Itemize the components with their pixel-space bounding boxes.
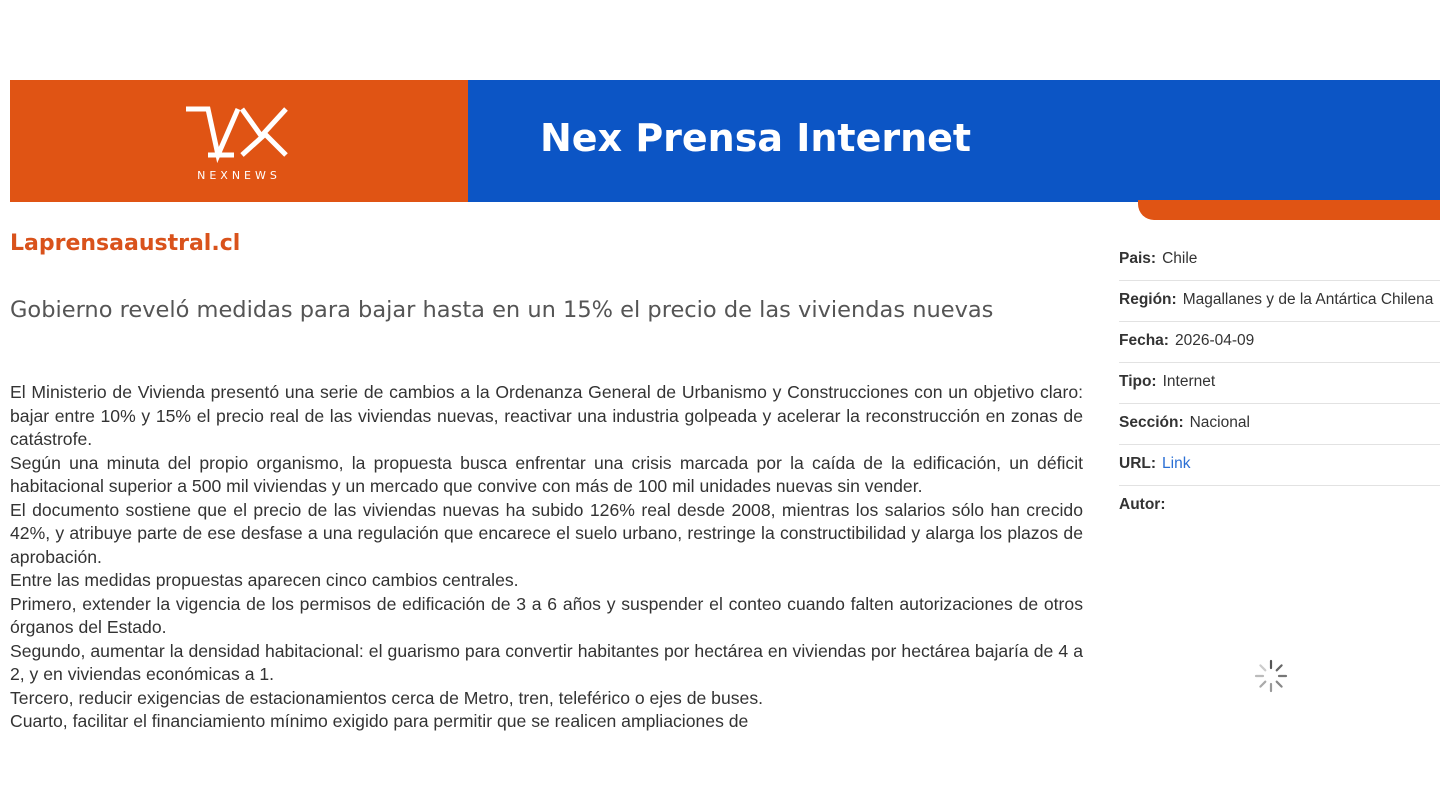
- article-paragraph: El Ministerio de Vivienda presentó una serie de cambios a la Ordenanza General de Urbanismo y Construcciones con un objetivo claro: bajar entre 10% y 15% el precio real de las viviendas nuevas, reactivar una industria golpeada y acelerar la reconstrucción en zonas de catástrofe.: [10, 382, 1083, 449]
- meta-row-url: [1119, 445, 1440, 486]
- article-paragraph: El documento sostiene que el precio de las viviendas nuevas ha subido 126% real desde 2008, mientras los salarios sólo han crecido 42%, y atribuye parte de ese desfase a una regulación que encarece el suelo urbano, restringe la constructibilidad y alarga los plazos de aprobación.: [10, 499, 1083, 567]
- title-block: [468, 80, 1440, 202]
- meta-label-autor: Autor:: [1119, 496, 1166, 513]
- article-paragraph: Cuarto, facilitar el financiamiento mínimo exigido para permitir que se realicen ampliaciones de: [10, 711, 749, 731]
- meta-row-autor: [1119, 486, 1440, 526]
- meta-label-region: Región:: [1119, 291, 1177, 308]
- logo-block[interactable]: [10, 80, 468, 202]
- meta-value-pais: Chile: [1162, 250, 1198, 267]
- meta-url-link[interactable]: Link: [1162, 455, 1191, 472]
- article-paragraph: Entre las medidas propuestas aparecen cinco cambios centrales.: [10, 570, 519, 590]
- meta-value-seccion: Nacional: [1189, 414, 1250, 431]
- meta-row-region: [1119, 281, 1440, 322]
- meta-row-tipo: [1119, 363, 1440, 404]
- site-header: [10, 80, 1440, 202]
- article-paragraph: Segundo, aumentar la densidad habitacional: el guarismo para convertir habitantes por hectárea en viviendas por hectárea bajaría de 4 a 2, y en viviendas económicas a 1.: [10, 640, 1083, 684]
- site-title: Nex Prensa Internet: [540, 116, 972, 160]
- meta-row-seccion: [1119, 404, 1440, 445]
- article-source: Laprensaaustral.cl: [10, 231, 241, 256]
- loading-spinner-icon: [1253, 658, 1289, 694]
- meta-value-tipo: Internet: [1162, 373, 1216, 390]
- meta-label-fecha: Fecha:: [1119, 332, 1169, 349]
- article-paragraph: Según una minuta del propio organismo, la propuesta busca enfrentar una crisis marcada por la caída de la edificación, un déficit habitacional superior a 500 mil viviendas y un mercado que convive con más de 100 mil unidades nuevas sin vender.: [10, 452, 1083, 496]
- meta-label-seccion: Sección:: [1119, 414, 1184, 431]
- article-paragraph: Primero, extender la vigencia de los permisos de edificación de 3 a 6 años y suspender el conteo cuando falten autorizaciones de otros órganos del Estado.: [10, 593, 1083, 637]
- nexnews-logo-icon: [184, 101, 294, 165]
- meta-label-url: URL:: [1119, 455, 1157, 472]
- meta-value-region: Magallanes y de la Antártica Chilena: [1182, 291, 1434, 308]
- article-headline: Gobierno reveló medidas para bajar hasta en un 15% el precio de las viviendas nuevas: [10, 297, 994, 323]
- header-accent-tab: [1138, 200, 1440, 220]
- meta-label-tipo: Tipo:: [1119, 373, 1157, 390]
- meta-label-pais: Pais:: [1119, 250, 1157, 267]
- logo-wordmark: NEXNEWS: [197, 168, 281, 182]
- meta-value-fecha: 2026-04-09: [1174, 332, 1255, 349]
- article-paragraph: Tercero, reducir exigencias de estacionamientos cerca de Metro, tren, teleférico o ejes de buses.: [10, 687, 764, 708]
- article-meta-panel: [1119, 240, 1440, 526]
- article-body: [10, 381, 1083, 734]
- meta-row-fecha: [1119, 322, 1440, 363]
- meta-row-pais: [1119, 240, 1440, 281]
